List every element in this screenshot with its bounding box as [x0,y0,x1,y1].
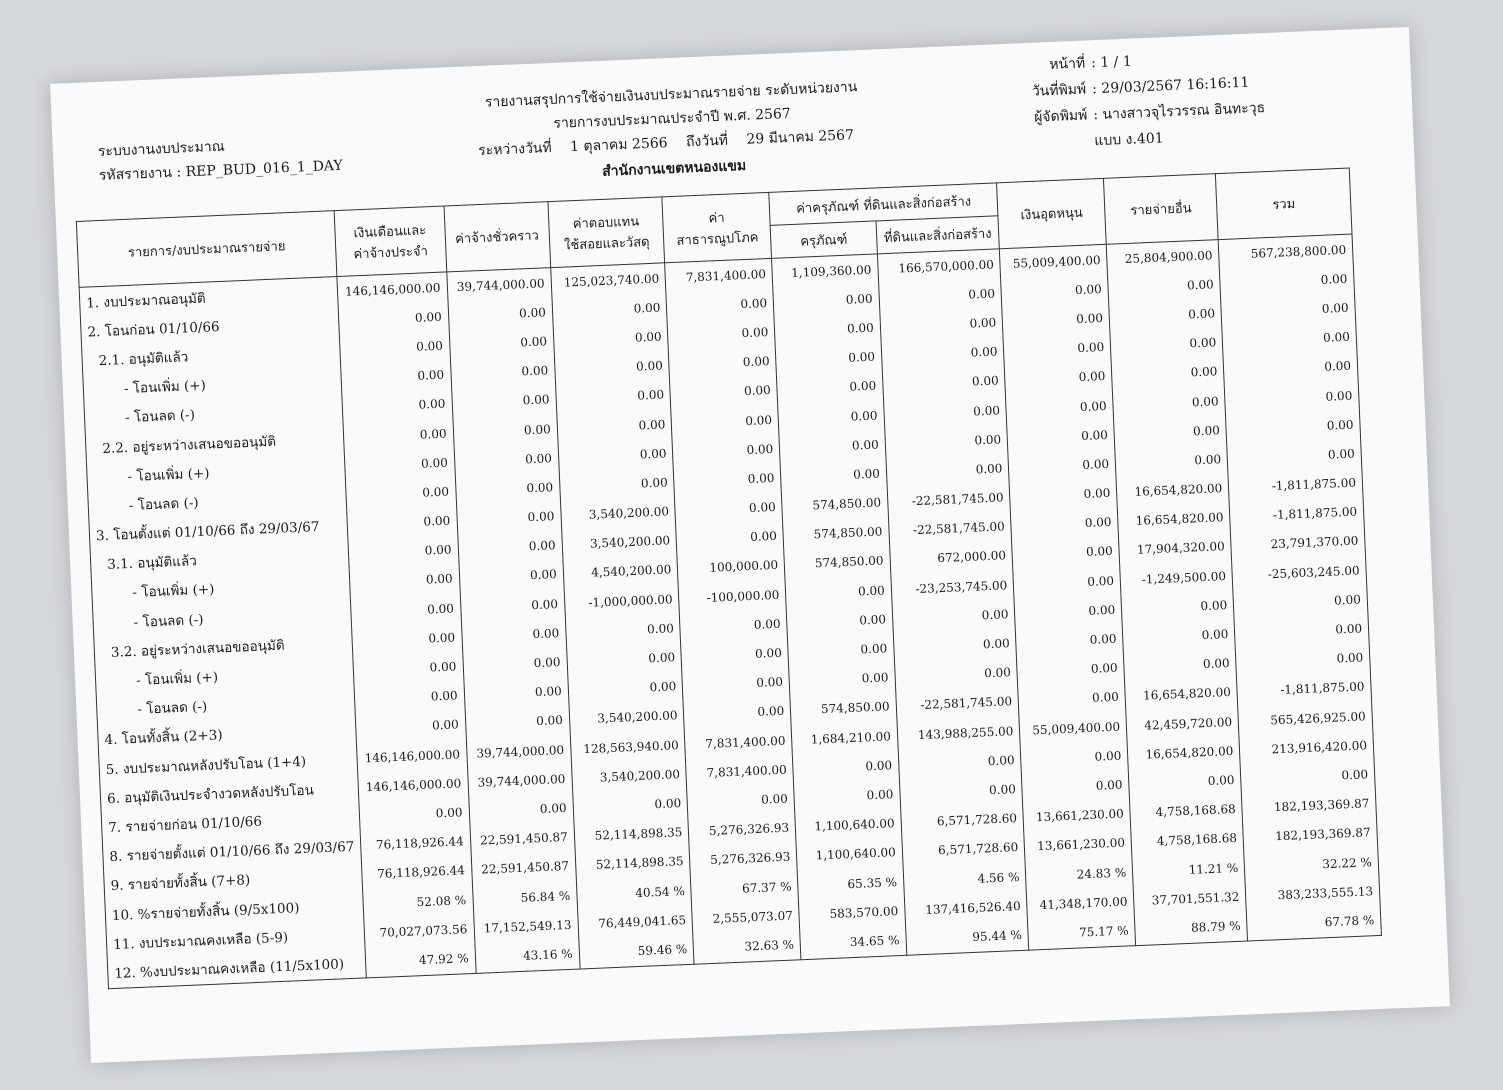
row-value: 0.00 [1110,328,1223,362]
row-label: 12. %งบประมาณคงเหลือ (11/5x100) [107,948,366,988]
row-value: 4.56 % [903,862,1027,896]
row-value: 1,100,640.00 [796,838,903,872]
row-value: 0.00 [893,628,1017,662]
row-value: 0.00 [885,424,1009,458]
col-header-utilities [662,192,771,262]
row-value: 0.00 [1018,682,1126,716]
row-value: 0.00 [672,434,780,468]
row-value: 25,804,900.00 [1106,240,1219,274]
row-value: 146,146,000.00 [357,739,468,773]
row-value: 0.00 [459,560,564,594]
row-value: 146,146,000.00 [358,768,469,802]
row-label: 9. รายจ่ายทั้งสิ้น (7+8) [104,860,363,900]
row-label: - โอนลด (-) [84,394,343,434]
row-value: 7,831,400.00 [665,258,773,292]
row-value: 0.00 [1114,415,1227,449]
row-value: 182,193,369.87 [1243,818,1378,853]
row-value: 0.00 [793,750,900,784]
col-header-temp-wage: ค่าจ้างชั่วคราว [444,202,551,272]
row-value: 0.00 [1220,264,1355,299]
row-label: - โอนเพิ่ม (+) [95,656,354,696]
row-value: 0.00 [344,447,455,481]
row-value: 0.00 [348,535,459,569]
page-label: หน้าที่ [1048,55,1086,74]
row-value: 574,850.00 [784,546,891,580]
row-value: 0.00 [1124,648,1237,682]
row-value: 39,744,000.00 [467,764,572,798]
row-value: 0.00 [1223,351,1358,386]
row-value: 146,146,000.00 [337,272,448,306]
row-value: 24.83 % [1025,857,1133,891]
row-value: 0.00 [1017,653,1125,687]
col-header-total: รวม [1216,168,1352,240]
row-value: 0.00 [682,667,790,701]
row-value: 0.00 [1121,590,1234,624]
row-value: 70,027,073.56 [364,914,475,948]
row-value: 0.00 [1109,298,1222,332]
row-label: 10. %รายจ่ายทั้งสิ้น (9/5x100) [105,889,364,929]
from-label: ระหว่างวันที่ [477,139,553,160]
row-value: 88.79 % [1135,911,1248,945]
row-value: 125,023,740.00 [550,263,666,297]
row-value: 0.00 [1234,614,1369,649]
header-center [411,72,935,192]
col-header-comp-line1: ค่าตอบแทน [572,213,640,232]
row-value: 5,276,326.93 [689,842,797,876]
row-value: 56.84 % [472,881,577,915]
row-value: 0.00 [1222,322,1357,357]
row-value: 0.00 [1235,643,1370,678]
row-value: 0.00 [669,346,777,380]
row-value: -1,000,000.00 [564,584,680,618]
row-value: 0.00 [1128,765,1241,799]
row-value: 6,571,728.60 [900,803,1024,837]
row-value: 0.00 [450,356,555,390]
row-value: 17,904,320.00 [1119,532,1232,566]
row-value: 0.00 [1224,380,1359,415]
row-value: 0.00 [1233,584,1368,619]
row-value: 0.00 [1006,391,1114,425]
row-value: 213,916,420.00 [1239,730,1374,765]
row-value: 7,831,400.00 [685,725,793,759]
print-date-label: วันที่พิมพ์ [1031,81,1087,100]
row-value: 0.00 [779,429,886,463]
row-value: 0.00 [1226,409,1361,444]
row-value: 52.08 % [363,885,474,919]
row-value: -25,603,245.00 [1232,555,1367,590]
report-code: รหัสรายงาน : REP_BUD_016_1_DAY [98,157,344,184]
col-header-salary-line2: ค่าจ้างประจำ [353,243,429,262]
row-value: 0.00 [460,589,565,623]
row-value: 22,591,450.87 [470,822,575,856]
row-value: 43.16 % [474,939,579,973]
row-value: 59.46 % [579,934,695,968]
to-date: 29 มีนาคม 2567 [746,127,855,148]
row-value: 182,193,369.87 [1242,789,1377,824]
row-value: 32.22 % [1244,847,1379,882]
row-value: 383,233,555.13 [1245,876,1380,911]
row-value: 0.00 [794,779,901,813]
row-value: 3,540,200.00 [571,759,687,793]
row-value: 0.00 [461,618,566,652]
col-header-salary [334,206,446,277]
report-subtitle: รายการงบประมาณประจำปี พ.ศ. 2567 [553,105,792,132]
row-value: 5,276,326.93 [688,813,796,847]
system-name: ระบบงานงบประมาณ [97,138,226,160]
budget-table-body [79,234,1381,988]
col-header-land-buildings: ที่ดินและสิ่งก่อสร้าง [876,216,1000,254]
row-value: 76,449,041.65 [577,905,693,939]
print-date-value: : 29/03/2567 16:16:11 [1091,74,1250,98]
row-value: 95.44 % [905,920,1029,955]
row-value: 0.00 [342,389,453,423]
row-label: 4. โอนทั้งสิ้น (2+3) [97,714,356,754]
row-value: 13,661,230.00 [1023,799,1131,833]
row-value: 6,571,728.60 [902,833,1026,867]
row-label: - โอนลด (-) [96,685,355,725]
row-value: 37,701,551.32 [1133,882,1246,916]
row-value: 4,758,168.68 [1130,794,1243,828]
row-value: 137,416,526.40 [904,891,1028,925]
row-value: -22,581,745.00 [887,483,1011,517]
row-value: 0.00 [683,696,791,730]
row-value: 55,009,400.00 [1000,244,1108,278]
row-value: 0.00 [355,710,466,744]
row-value: 0.00 [882,366,1006,400]
row-value: 0.00 [338,302,449,336]
row-value: 16,654,820.00 [1125,678,1238,712]
row-value: 0.00 [557,409,673,443]
row-value: 0.00 [463,676,568,710]
row-value: 0.00 [1016,624,1124,658]
row-label: - โอนลด (-) [88,481,347,521]
row-value: 0.00 [1227,439,1362,474]
row-value: 17,152,549.13 [473,910,578,944]
row-value: 0.00 [1007,420,1115,454]
row-value: 574,850.00 [783,517,890,551]
report-sheet [50,27,1450,1063]
row-value: 0.00 [457,531,562,565]
row-value: -1,249,500.00 [1120,561,1233,595]
row-value: 0.00 [789,663,896,697]
row-value: -22,581,745.00 [888,512,1012,546]
row-label: - โอนเพิ่ม (+) [83,365,342,405]
row-value: 0.00 [892,599,1016,633]
row-value: 100,000.00 [677,550,785,584]
row-value: 0.00 [1008,449,1116,483]
row-value: 0.00 [468,793,573,827]
row-value: 0.00 [773,284,880,318]
row-value: 65.35 % [797,867,904,901]
row-value: -100,000.00 [678,580,786,614]
row-value: 0.00 [878,278,1002,312]
row-value: 40.54 % [576,876,692,910]
row-value: 52,114,898.35 [575,847,691,881]
row-value: 0.00 [552,292,668,326]
row-value: 0.00 [666,288,774,322]
row-value: 0.00 [559,467,675,501]
row-value: 0.00 [353,652,464,686]
col-header-other: รายจ่ายอื่น [1104,174,1219,245]
row-label: 3.1. อนุมัติแล้ว [90,540,349,580]
row-value: 55,009,400.00 [1019,711,1127,745]
row-value: 0.00 [1240,759,1375,794]
row-value: 16,654,820.00 [1117,503,1230,537]
row-value: -22,581,745.00 [896,687,1020,721]
row-value: 0.00 [883,395,1007,429]
row-value: 0.00 [558,438,674,472]
row-value: 0.00 [553,322,669,356]
row-value: 42,459,720.00 [1126,707,1239,741]
row-label: 6. อนุมัติเงินประจำงวดหลังปรับโอน [100,773,359,813]
row-value: 0.00 [1001,274,1109,308]
printer-value: : นางสาวจุไรวรรณ อินทะวุธ [1092,100,1266,124]
row-value: 0.00 [465,706,570,740]
row-value: 0.00 [452,414,557,448]
row-value: 0.00 [898,745,1022,779]
budget-table [76,168,1382,989]
row-value: 143,988,255.00 [897,716,1021,750]
row-value: 0.00 [1113,386,1226,420]
row-value: 3,540,200.00 [560,497,676,531]
row-value: 0.00 [1009,478,1117,512]
header-right [1005,43,1267,158]
from-date: 1 ตุลาคม 2566 [569,135,668,156]
row-value: 13,661,230.00 [1024,828,1132,862]
row-value: 39,744,000.00 [466,735,571,769]
form-code: แบบ ง.401 [1094,130,1164,150]
row-value: 567,238,800.00 [1218,234,1353,269]
row-label: 11. งบประมาณคงเหลือ (5-9) [106,919,365,959]
row-value: 0.00 [1020,741,1128,775]
office-name: สำนักงานเขตหนองแขม [601,157,747,180]
row-value: 47.92 % [365,943,476,977]
row-value: 574,850.00 [790,692,897,726]
col-header-comp-line2: ใช้สอยและวัสดุ [563,234,650,254]
row-value: 0.00 [780,459,887,493]
row-value: 4,540,200.00 [563,555,679,589]
row-value: 0.00 [676,521,784,555]
row-value: 0.00 [1012,536,1120,570]
row-label: 2.1. อนุมัติแล้ว [82,335,341,375]
row-value: 0.00 [670,375,778,409]
col-header-subsidy: เงินอุดหนุน [997,178,1106,248]
row-value: 0.00 [1111,357,1224,391]
col-header-item: รายการ/งบประมาณรายจ่าย [76,211,337,288]
col-header-compensation [548,197,665,268]
row-value: 0.00 [1002,303,1110,337]
row-value: 4,758,168.68 [1131,823,1244,857]
row-value: 0.00 [451,385,556,419]
row-value: 0.00 [565,613,681,647]
row-value: 0.00 [1022,770,1130,804]
row-value: 0.00 [1122,619,1235,653]
col-header-util-line2: สาธารณูปโภค [676,229,759,249]
row-value: 0.00 [449,326,554,360]
col-header-util-line1: ค่า [708,210,725,226]
row-value: 0.00 [785,575,892,609]
report-title: รายงานสรุปการใช้จ่ายเงินงบประมาณรายจ่าย ระดับหน่วยงาน [484,79,858,111]
row-value: 0.00 [454,443,559,477]
row-value: 0.00 [778,400,885,434]
row-value: 0.00 [350,593,461,627]
row-value: 3,540,200.00 [561,526,677,560]
row-value: 0.00 [1005,361,1113,395]
row-value: 0.00 [572,788,688,822]
row-label: 8. รายจ่ายตั้งแต่ 01/10/66 ถึง 29/03/67 [102,831,361,871]
row-value: 32.63 % [693,930,801,964]
row-value: 672,000.00 [889,541,1013,575]
col-header-assets-group: ค่าครุภัณฑ์ ที่ดินและสิ่งก่อสร้าง [769,183,998,226]
row-value: -1,811,875.00 [1229,497,1364,532]
row-value: 0.00 [456,501,561,535]
row-value: 1,109,360.00 [772,254,879,288]
row-value: 0.00 [674,463,782,497]
row-value: 41,348,170.00 [1027,886,1135,920]
row-value: 0.00 [1108,269,1221,303]
page-value: : 1 / 1 [1090,53,1133,72]
row-value: 0.00 [568,672,684,706]
printer-label: ผู้จัดพิมพ์ [1033,107,1088,126]
row-value: 0.00 [346,477,457,511]
row-value: 39,744,000.00 [446,268,551,302]
row-label: - โอนเพิ่ม (+) [86,452,345,492]
row-value: 166,570,000.00 [877,249,1001,284]
row-label: 5. งบประมาณหลังปรับโอน (1+4) [99,744,358,784]
row-value: 0.00 [1014,595,1122,629]
row-value: 1,684,210.00 [791,721,898,755]
row-value: 16,654,820.00 [1116,473,1229,507]
row-value: 34.65 % [800,925,907,959]
row-value: 0.00 [455,472,560,506]
row-label: 7. รายจ่ายก่อน 01/10/66 [101,802,360,842]
row-value: 0.00 [680,609,788,643]
row-value: 0.00 [448,297,553,331]
row-value: 0.00 [1221,293,1356,328]
row-value: 0.00 [347,506,458,540]
row-value: -23,253,745.00 [891,570,1015,604]
row-value: 0.00 [894,658,1018,692]
row-value: 0.00 [675,492,783,526]
row-value: 0.00 [774,313,881,347]
row-value: 0.00 [339,331,450,365]
row-value: 0.00 [775,342,882,376]
row-value: 0.00 [343,418,454,452]
row-value: 0.00 [566,642,682,676]
row-value: 7,831,400.00 [686,755,794,789]
row-value: 0.00 [881,337,1005,371]
row-value: 0.00 [462,647,567,681]
row-value: 0.00 [886,453,1010,487]
row-value: 0.00 [1003,332,1111,366]
row-value: 52,114,898.35 [574,817,690,851]
row-value: 0.00 [899,774,1023,808]
row-label: 3. โอนตั้งแต่ 01/10/66 ถึง 29/03/67 [89,510,348,550]
row-value: 0.00 [341,360,452,394]
row-value: 16,654,820.00 [1127,736,1240,770]
row-value: 0.00 [880,308,1004,342]
row-value: 0.00 [1011,507,1119,541]
row-value: 0.00 [667,317,775,351]
row-value: 76,118,926.44 [361,856,472,890]
row-label: - โอนเพิ่ม (+) [91,569,350,609]
row-value: 0.00 [777,371,884,405]
row-value: 67.78 % [1246,905,1381,940]
row-value: 0.00 [681,638,789,672]
row-label: 3.2. อยู่ระหว่างเสนอขออนุมัติ [94,627,353,667]
row-value: 0.00 [1115,444,1228,478]
budget-table-wrap [76,168,1382,989]
row-value: 0.00 [786,604,893,638]
row-value: 583,570.00 [799,896,906,930]
row-value: 23,791,370.00 [1231,526,1366,561]
to-label: ถึงวันที่ [685,132,729,151]
row-value: 0.00 [555,380,671,414]
row-label: 2.2. อยู่ระหว่างเสนอขออนุมัติ [85,423,344,463]
header-left [97,130,343,188]
row-value: 22,591,450.87 [471,851,576,885]
row-label: - โอนลด (-) [93,598,352,638]
row-label: 1. งบประมาณอนุมัติ [79,277,338,317]
row-value: 76,118,926.44 [360,827,471,861]
row-value: 0.00 [788,634,895,668]
row-value: 0.00 [671,405,779,439]
row-value: -1,811,875.00 [1237,672,1372,707]
row-value: 0.00 [1013,566,1121,600]
row-value: 0.00 [352,622,463,656]
row-value: 0.00 [354,681,465,715]
row-value: -1,811,875.00 [1228,468,1363,503]
row-value: 75.17 % [1028,916,1136,950]
row-label: 2. โอนก่อน 01/10/66 [80,306,339,346]
row-value: 128,563,940.00 [570,730,686,764]
row-value: 565,426,925.00 [1238,701,1373,736]
col-header-equipment: ครุภัณฑ์ [770,221,877,258]
row-value: 0.00 [349,564,460,598]
row-value: 0.00 [687,784,795,818]
row-value: 67.37 % [691,871,799,905]
row-value: 2,555,073.07 [692,900,800,934]
row-value: 0.00 [554,351,670,385]
col-header-salary-line1: เงินเดือนและ [353,222,427,241]
row-value: 1,100,640.00 [795,808,902,842]
row-value: 11.21 % [1132,853,1245,887]
row-value: 3,540,200.00 [569,701,685,735]
row-value: 574,850.00 [782,488,889,522]
row-value: 0.00 [359,797,470,831]
